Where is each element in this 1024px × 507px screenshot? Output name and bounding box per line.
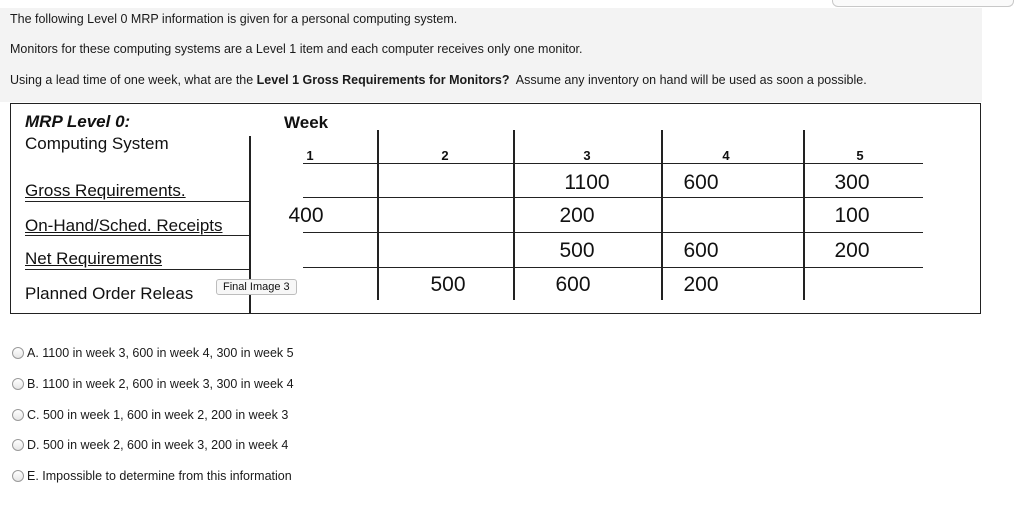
week-5: 5 [856, 148, 864, 163]
question-line-3-prefix: Using a lead time of one week, what are the [10, 73, 257, 87]
window-tab [832, 0, 1014, 7]
option-d[interactable] [12, 436, 288, 454]
grid-line [303, 197, 923, 198]
grid-line [377, 130, 379, 300]
planned-week-4: 200 [683, 273, 719, 296]
mrp-table-image [10, 103, 981, 314]
planned-week-3: 600 [555, 273, 591, 296]
option-c[interactable] [12, 406, 288, 424]
gross-req-week-4: 600 [683, 171, 719, 194]
grid-line [803, 130, 805, 300]
question-line-2: Monitors for these computing systems are a Level 1 item and each computer receives only one monitor. [10, 42, 583, 56]
table-subtitle: Computing System [25, 134, 169, 153]
question-line-1: The following Level 0 MRP information is given for a personal computing system. [10, 12, 458, 26]
row-label-onhand: On-Hand/Sched. Receipts [25, 216, 223, 235]
option-e[interactable] [12, 467, 292, 485]
radio-button-icon[interactable] [12, 439, 24, 451]
week-1: 1 [306, 148, 314, 163]
radio-button-icon[interactable] [12, 378, 24, 390]
option-a[interactable] [12, 344, 294, 362]
net-req-week-5: 200 [834, 239, 870, 262]
week-header: Week [284, 113, 329, 132]
grid-line [513, 130, 515, 300]
onhand-week-5: 100 [834, 204, 870, 227]
grid-line [25, 201, 251, 202]
net-req-week-4: 600 [683, 239, 719, 262]
question-line-3-suffix: Assume any inventory on hand will be used as soon a possible. [509, 73, 867, 87]
option-c-label: C. 500 in week 1, 600 in week 2, 200 in week 3 [27, 408, 289, 422]
planned-week-2: 500 [430, 273, 466, 296]
grid-line [303, 267, 923, 268]
question-text [0, 8, 982, 102]
week-3: 3 [583, 148, 591, 163]
gross-req-week-3: 1100 [564, 171, 610, 194]
image-tooltip: Final Image 3 [216, 279, 297, 295]
onhand-week-1: 400 [288, 204, 324, 227]
week-2: 2 [441, 148, 449, 163]
grid-line [25, 269, 251, 270]
option-a-label: A. 1100 in week 3, 600 in week 4, 300 in week 5 [27, 346, 294, 360]
option-d-label: D. 500 in week 2, 600 in week 3, 200 in week 4 [27, 438, 289, 452]
question-line-3 [10, 73, 867, 87]
grid-line [303, 232, 923, 233]
row-label-net: Net Requirements [25, 249, 163, 268]
week-4: 4 [722, 148, 730, 163]
row-label-gross: Gross Requirements. [25, 181, 186, 200]
onhand-week-3: 200 [559, 204, 595, 227]
table-title: MRP Level 0: [25, 112, 131, 131]
option-b-label: B. 1100 in week 2, 600 in week 3, 300 in week 4 [27, 377, 294, 391]
gross-req-week-5: 300 [834, 171, 870, 194]
row-label-planned: Planned Order Releas [25, 284, 194, 303]
radio-button-icon[interactable] [12, 347, 24, 359]
grid-line [303, 163, 923, 164]
net-req-week-3: 500 [559, 239, 595, 262]
option-b[interactable] [12, 375, 294, 393]
radio-button-icon[interactable] [12, 409, 24, 421]
radio-button-icon[interactable] [12, 470, 24, 482]
question-line-3-bold: Level 1 Gross Requirements for Monitors? [256, 73, 510, 87]
option-e-label: E. Impossible to determine from this information [27, 469, 292, 483]
